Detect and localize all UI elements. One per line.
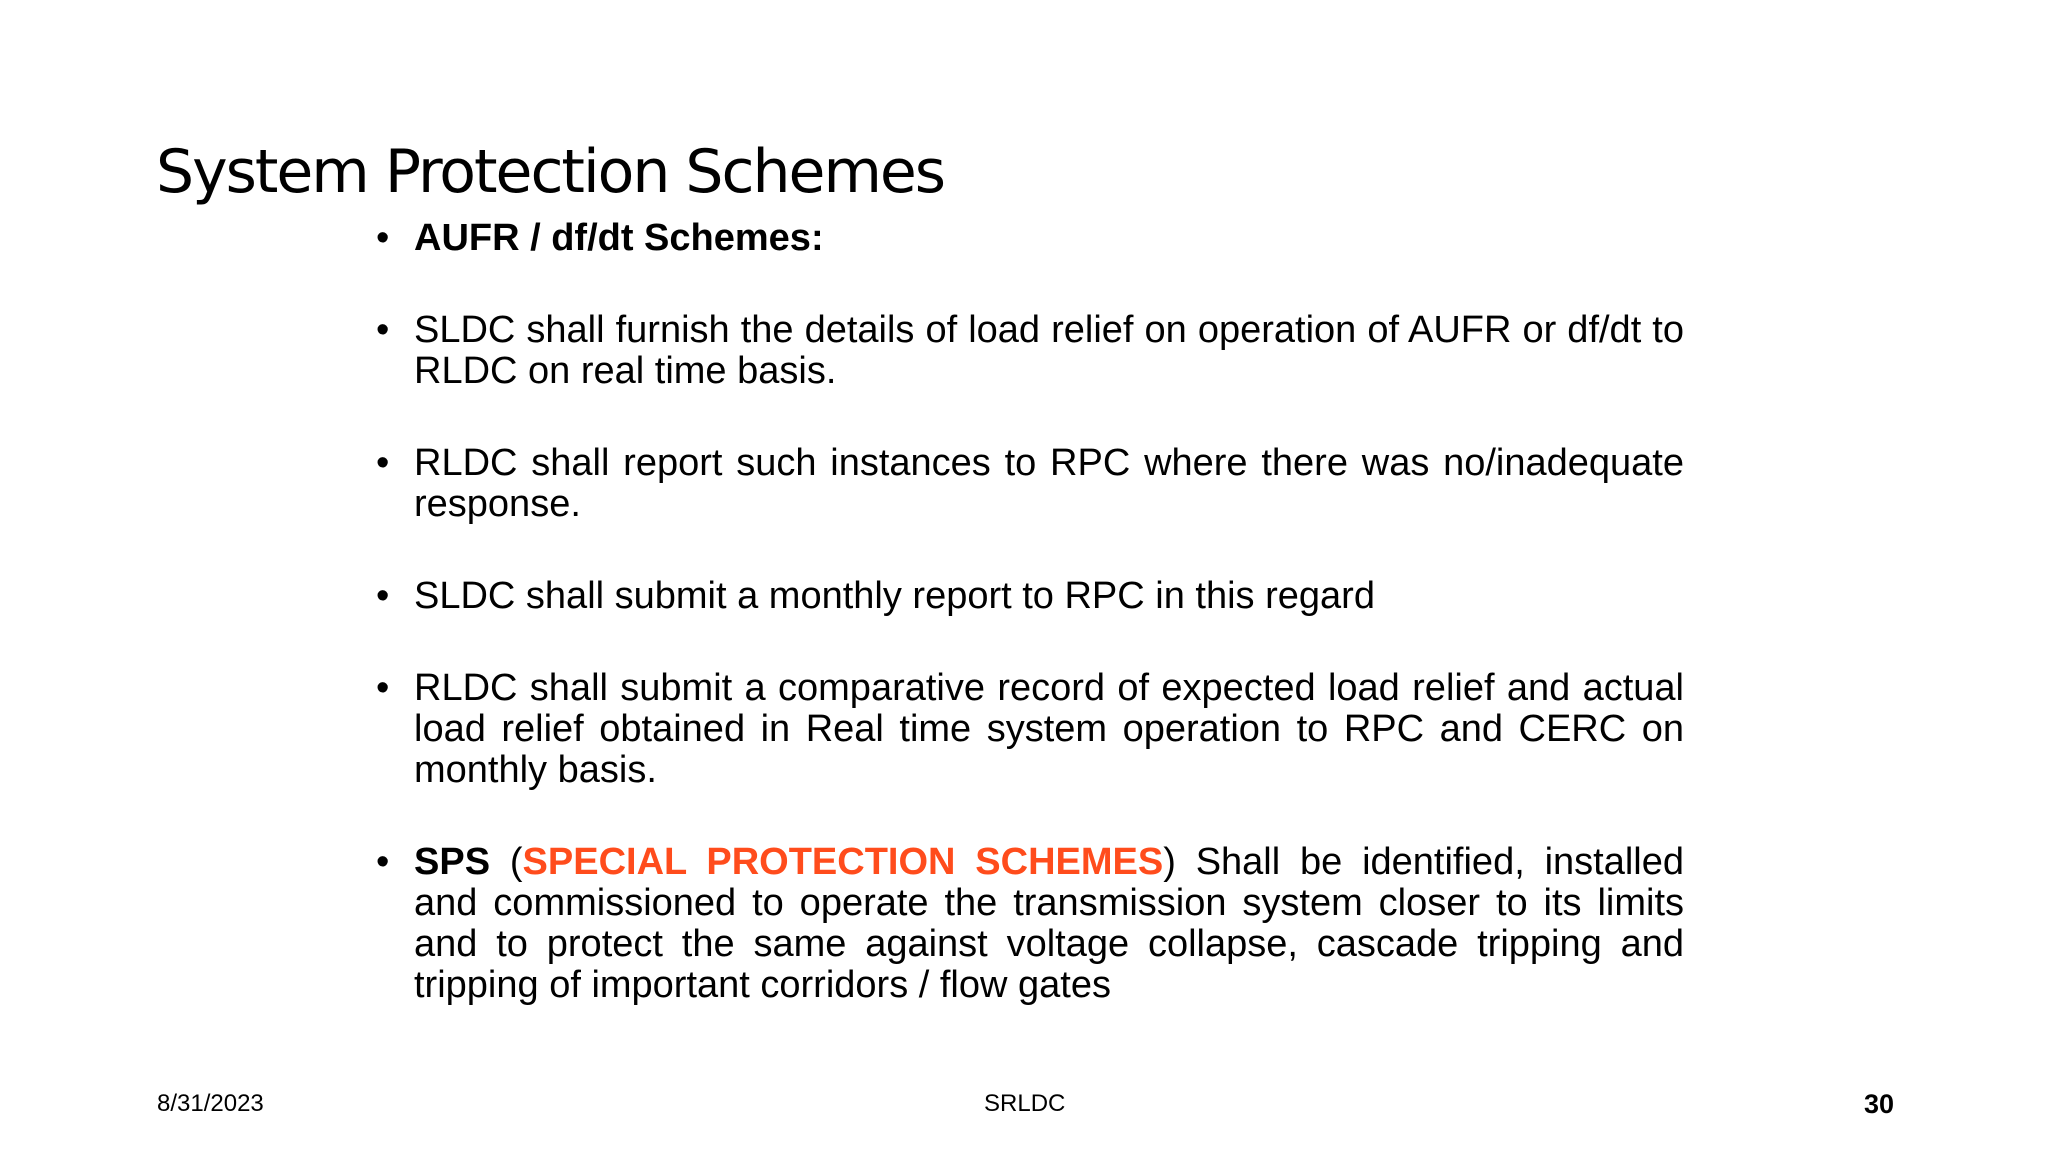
bullet-dot: •	[376, 309, 390, 351]
bullet-item	[376, 842, 1684, 1006]
bullet-heading: AUFR / df/dt Schemes:	[414, 217, 824, 259]
bullet-dot: •	[376, 667, 390, 709]
bullet-text: ) Shall be identified, installed and commissioned to operate the transmission system closer to its limits and to protect the same against voltage collapse, cascade tripping and tripping of important corridors / flow gates	[414, 841, 1684, 1006]
bullet-item	[376, 443, 1684, 525]
bullet-item	[376, 576, 1684, 617]
bullet-item	[376, 668, 1684, 791]
sps-label: SPS	[414, 841, 491, 883]
bullet-text: SLDC shall furnish the details of load relief on operation of AUFR or df/dt to RLDC on real time basis.	[414, 309, 1684, 392]
slide-title: System Protection Schemes	[156, 137, 945, 207]
footer-date: 8/31/2023	[157, 1090, 264, 1117]
bullet-item	[376, 310, 1684, 392]
slide-number: 30	[1864, 1089, 1895, 1119]
bullet-text: SLDC shall submit a monthly report to RPC in this regard	[414, 575, 1375, 617]
special-protection-schemes-highlight: SPECIAL PROTECTION SCHEMES	[522, 841, 1164, 883]
bullet-dot: •	[376, 442, 390, 484]
footer-org: SRLDC	[984, 1090, 1066, 1117]
paren-open: (	[490, 841, 523, 883]
bullet-text: RLDC shall submit a comparative record of expected load relief and actual load relief obtained in Real time system operation to RPC and CERC on monthly basis.	[414, 667, 1684, 791]
bullet-dot: •	[376, 841, 390, 883]
bullet-item	[376, 218, 1684, 259]
bullet-text: RLDC shall report such instances to RPC where there was no/inadequate response.	[414, 442, 1684, 525]
bullet-dot: •	[376, 217, 390, 259]
bullet-list	[376, 218, 1684, 1057]
bullet-dot: •	[376, 575, 390, 617]
